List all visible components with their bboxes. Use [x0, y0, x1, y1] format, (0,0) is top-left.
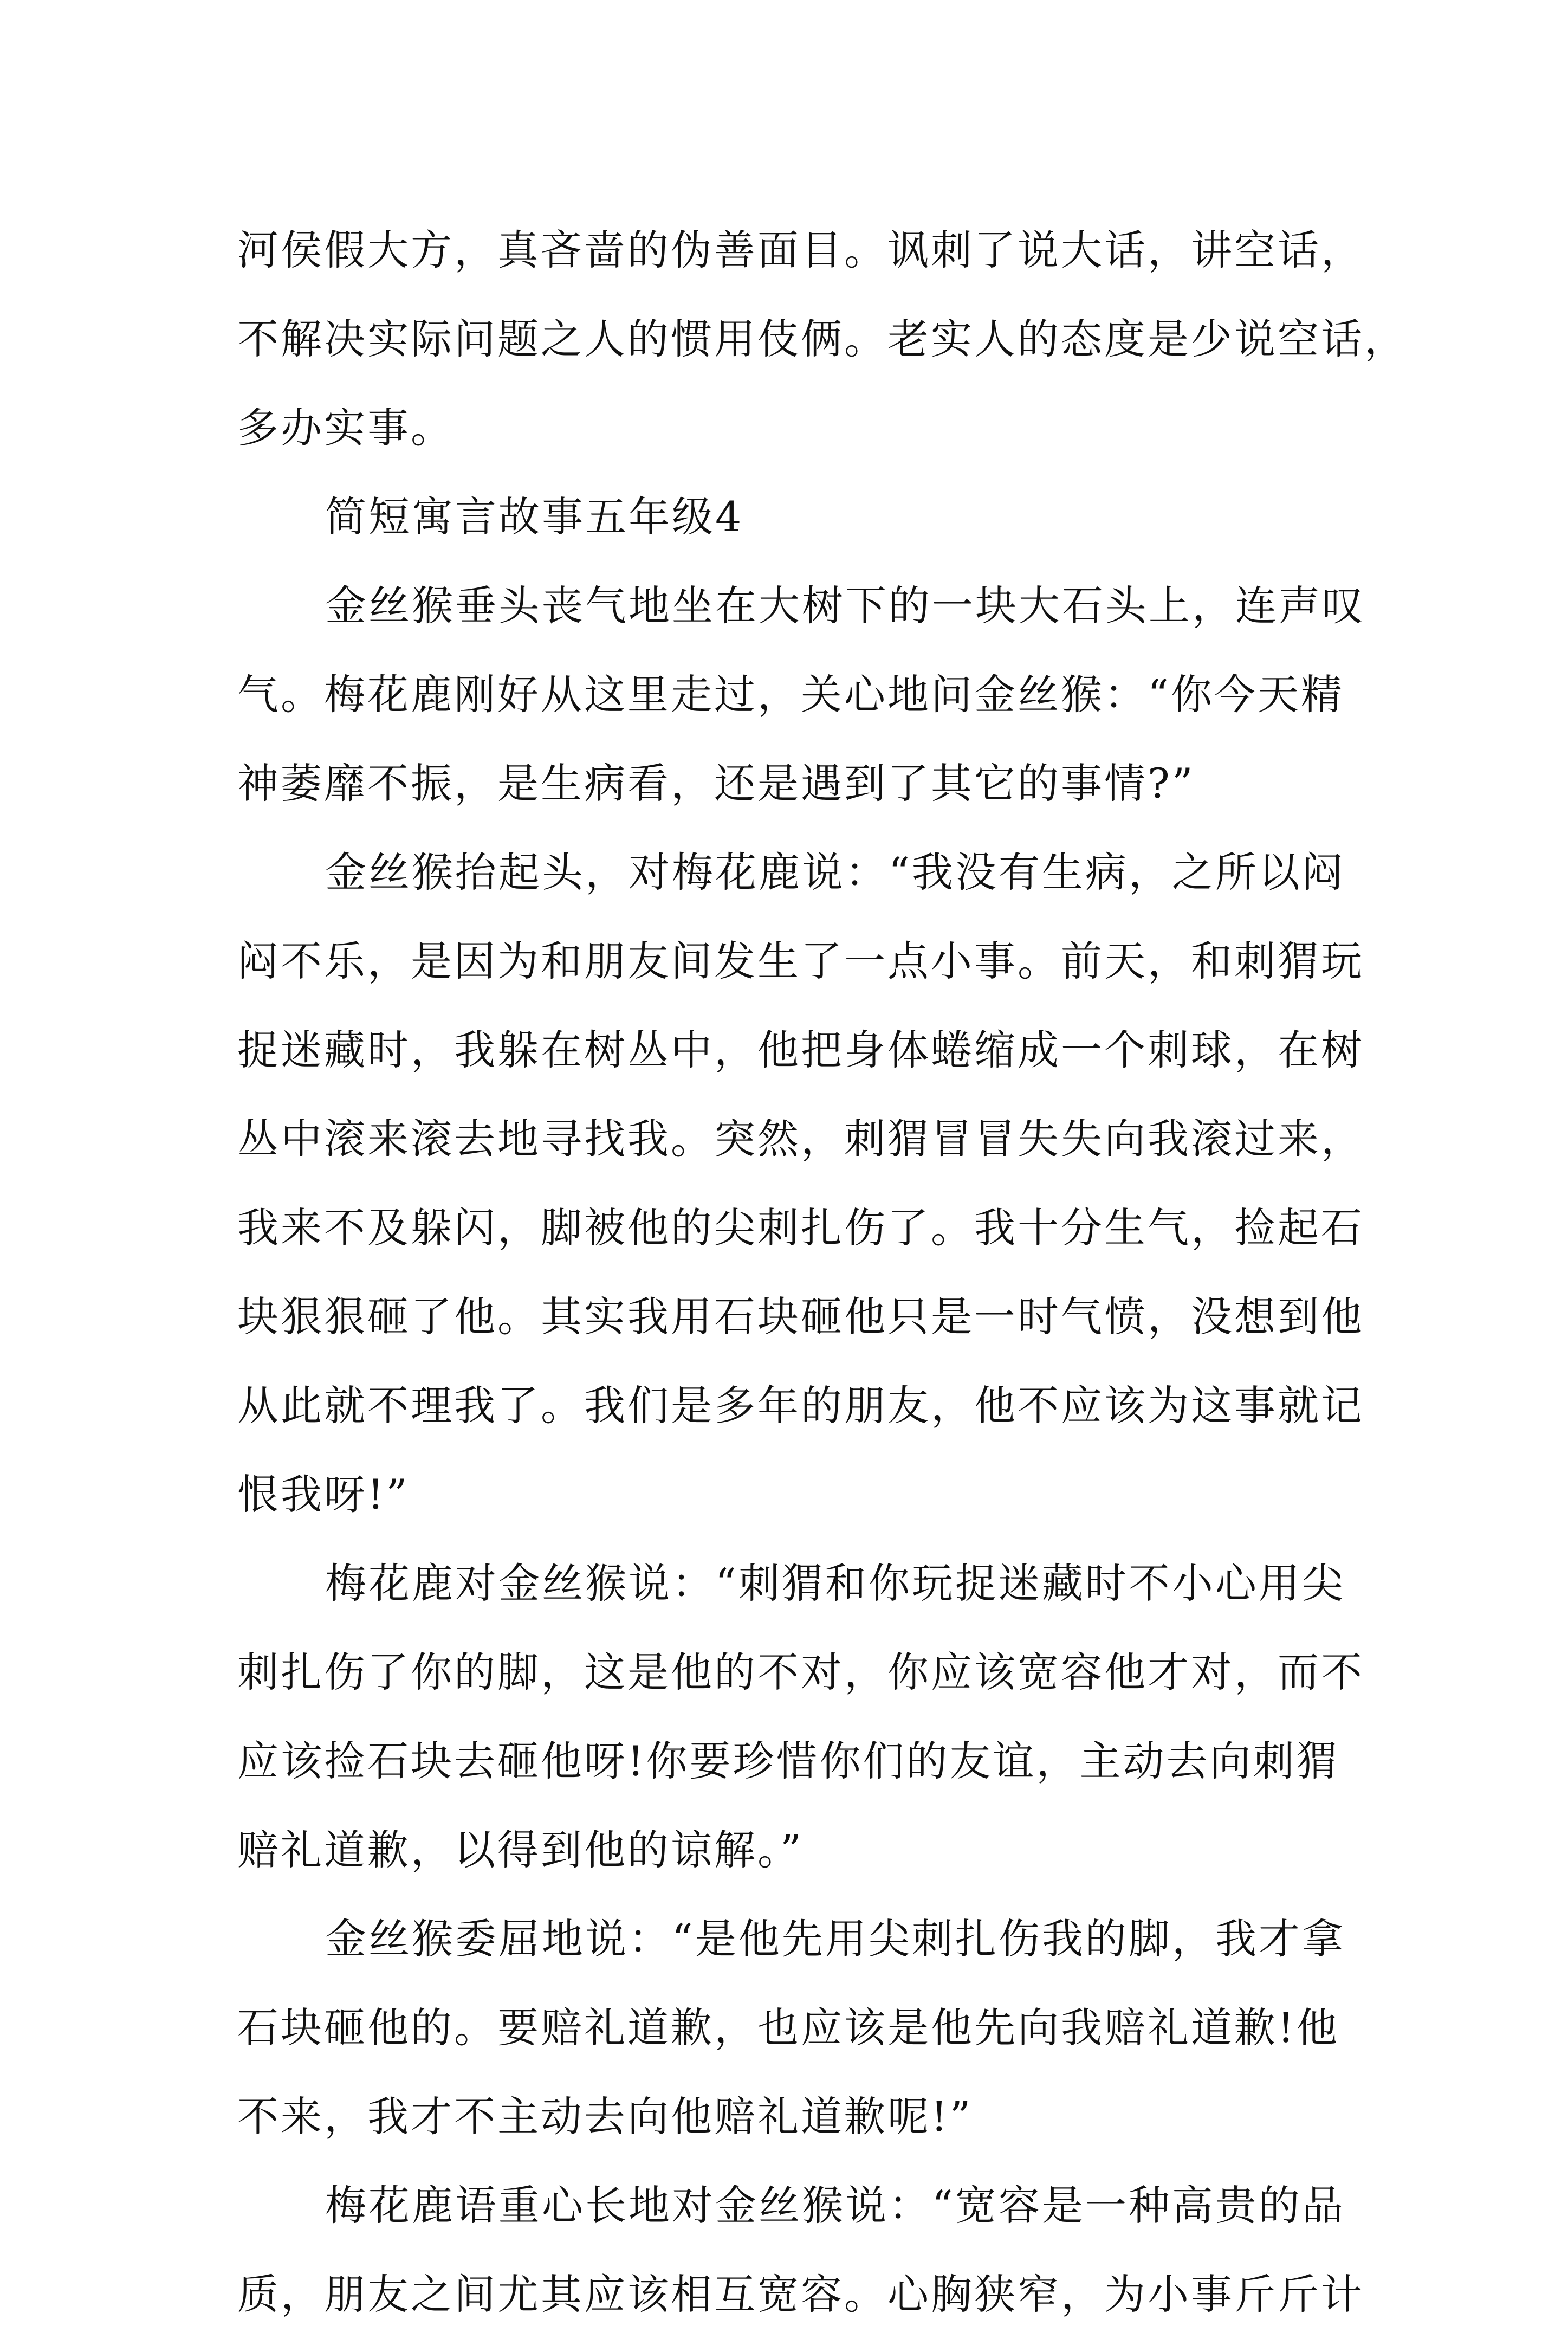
text-line: 金丝猴垂头丧气地坐在大树下的一块大石头上，连声叹: [325, 581, 1365, 630]
document-body: [237, 206, 1408, 2339]
text-line: 河侯假大方，真吝啬的伪善面目。讽刺了说大话，讲空话，: [237, 226, 1364, 274]
text-line: 我来不及躲闪，脚被他的尖刺扎伤了。我十分生气，捡起石: [237, 1204, 1364, 1252]
text-line: 闷不乐，是因为和朋友间发生了一点小事。前天，和刺猬玩: [237, 937, 1364, 985]
text-line: 赔礼道歉，以得到他的谅解。”: [237, 1826, 804, 1874]
text-line: 金丝猴委屈地说：“是他先用尖刺扎伤我的脚，我才拿: [325, 1915, 1345, 1963]
text-line: 梅花鹿对金丝猴说：“刺猬和你玩捉迷藏时不小心用尖: [325, 1559, 1345, 1607]
text-line: 恨我呀!”: [237, 1470, 410, 1519]
text-line: 应该捡石块去砸他呀!你要珍惜你们的友谊，主动去向刺猬: [237, 1737, 1340, 1785]
text-line: 不解决实际问题之人的惯用伎俩。老实人的态度是少说空话，: [237, 315, 1408, 363]
text-line: 块狠狠砸了他。其实我用石块砸他只是一时气愤，没想到他: [237, 1293, 1364, 1341]
text-line: 不来，我才不主动去向他赔礼道歉呢!”: [237, 2092, 973, 2141]
text-line: 石块砸他的。要赔礼道歉，也应该是他先向我赔礼道歉!他: [237, 2004, 1340, 2052]
text-line: 气。梅花鹿刚好从这里走过，关心地问金丝猴：“你今天精: [237, 670, 1344, 719]
text-line: 从此就不理我了。我们是多年的朋友，他不应该为这事就记: [237, 1381, 1364, 1430]
text-line: 丛中滚来滚去地寻找我。突然，刺猬冒冒失失向我滚过来，: [237, 1115, 1364, 1163]
text-line: 金丝猴抬起头，对梅花鹿说：“我没有生病，之所以闷: [325, 848, 1345, 896]
text-line: 捉迷藏时，我躲在树丛中，他把身体蜷缩成一个刺球，在树: [237, 1026, 1364, 1074]
text-line: 梅花鹿语重心长地对金丝猴说：“宽容是一种高贵的品: [325, 2181, 1345, 2230]
text-line: 质，朋友之间尤其应该相互宽容。心胸狭窄，为小事斤斤计: [237, 2270, 1364, 2318]
text-line: 神萎靡不振，是生病看，还是遇到了其它的事情?”: [237, 759, 1195, 807]
text-line: 刺扎伤了你的脚，这是他的不对，你应该宽容他才对，而不: [237, 1648, 1364, 1696]
text-line: 多办实事。: [237, 404, 454, 452]
text-line: 简短寓言故事五年级4: [325, 493, 744, 541]
